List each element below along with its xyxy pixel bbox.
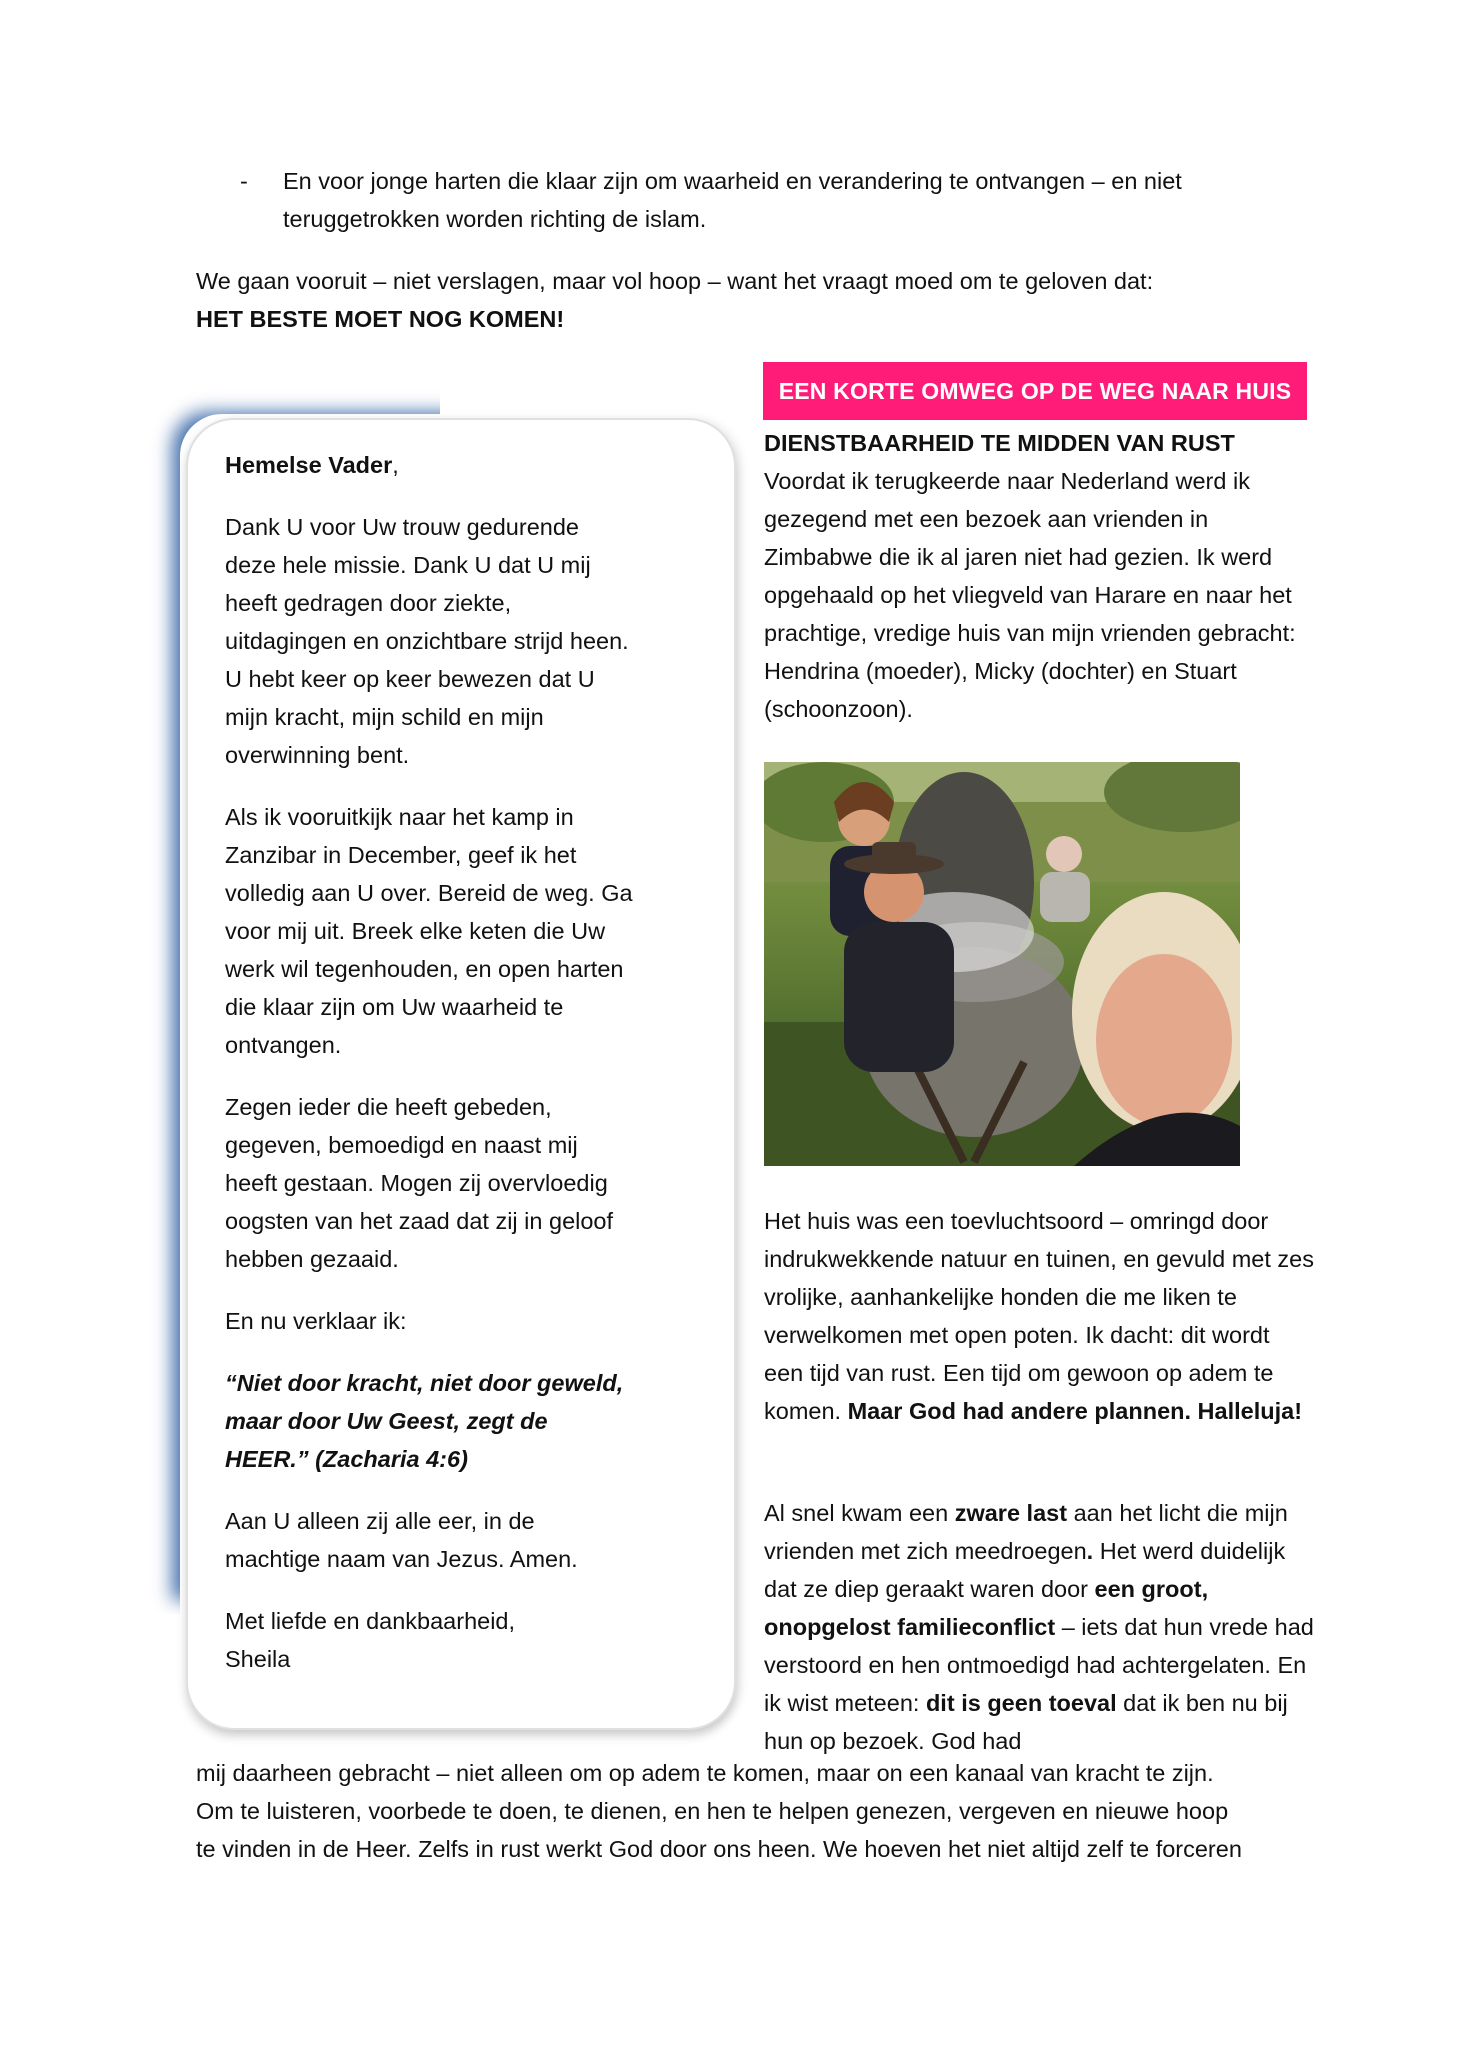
bullet-line-2: teruggetrokken worden richting de islam. — [283, 206, 707, 232]
section-subtitle: DIENSTBAARHEID TE MIDDEN VAN RUST — [764, 430, 1235, 456]
bottom-line-3: te vinden in de Heer. Zelfs in rust werkt God door ons heen. We hoeven het niet altijd zelf te forceren — [196, 1836, 1242, 1862]
photo-illustration — [764, 762, 1240, 1166]
intro-paragraph — [196, 262, 1316, 338]
bottom-line-2: Om te luisteren, voorbede te doen, te dienen, en hen te helpen genezen, vergeven en nieuwe hoop — [196, 1798, 1229, 1824]
prayer-greeting: Hemelse Vader, — [225, 452, 399, 478]
bullet-dash: - — [240, 168, 248, 194]
signature: Sheila — [225, 1646, 291, 1672]
paragraph-2-emphasis: Maar God had andere plannen. Halleluja! — [847, 1398, 1303, 1424]
bottom-line-1: mij daarheen gebracht – niet alleen om op adem te komen, maar on een kanaal van kracht te zijn. — [196, 1760, 1214, 1786]
section-paragraph-2 — [764, 1202, 1314, 1430]
paragraph-2-text: Het huis was een toevluchtsoord – omringd door indrukwekkende natuur en tuinen, en gevuld met zes vrolijke, aanhankelijke honden die me liken te verwelkomen met open poten. Ik dacht: dit wordt een tijd van rust. Een tijd om gewoon op adem te komen. — [764, 1208, 1314, 1424]
prayer-paragraph-3: Zegen ieder die heeft gebeden, gegeven, bemoedigd en naast mij heeft gestaan. Mogen zij overvloedig oogsten van het zaad dat zij in geloof hebben gezaaid. — [225, 1094, 614, 1272]
closing-line: Met liefde en dankbaarheid, — [225, 1608, 516, 1634]
prayer-paragraph-1: Dank U voor Uw trouw gedurende deze hele missie. Dank U dat U mij heeft gedragen door ziekte, uitdagingen en onzichtbare strijd heen. U hebt keer op keer bewezen dat U mijn kracht, mijn schild en mijn overwinning bent. — [225, 514, 629, 768]
section-paragraph-3: Al snel kwam een zware last aan het licht die mijn vrienden met zich meedroegen. Het werd duidelijk dat ze diep geraakt waren door een groot, onopgelost familieconflict – iets dat hun vrede had verstoord en hen ontmoedigd had achtergelaten. En ik wist meteen: dit is geen toeval dat ik ben nu bij hun op bezoek. God had — [764, 1500, 1314, 1754]
bullet-text — [283, 162, 1313, 238]
prayer-paragraph-2: Als ik vooruitkijk naar het kamp in Zanzibar in December, geef ik het volledig aan U over. Bereid de weg. Ga voor mij uit. Breek elke keten die Uw werk wil tegenhouden, en open harten die klaar zijn om Uw waarheid te ontvangen. — [225, 804, 633, 1058]
prayer-content — [225, 446, 635, 1702]
prayer-quote: “Niet door kracht, niet door geweld, maar door Uw Geest, zegt de HEER.” (Zacharia 4:6) — [225, 1370, 624, 1472]
section-paragraph-1: Voordat ik terugkeerde naar Nederland werd ik gezegend met een bezoek aan vrienden in Zimbabwe die ik al jaren niet had gezien. Ik werd opgehaald op het vliegveld van Harare en naar het prachtige, vredige huis van mijn vrienden gebracht: Hendrina (moeder), Micky (dochter) en Stuart (schoonzoon). — [764, 468, 1296, 722]
prayer-paragraph-4: En nu verklaar ik: — [225, 1308, 407, 1334]
section-banner: EEN KORTE OMWEG OP DE WEG NAAR HUIS — [763, 362, 1307, 420]
intro-headline: HET BESTE MOET NOG KOMEN! — [196, 306, 565, 332]
bullet-line-1: En voor jonge harten die klaar zijn om waarheid en verandering te ontvangen – en niet — [283, 168, 1182, 194]
prayer-paragraph-5: Aan U alleen zij alle eer, in de machtige naam van Jezus. Amen. — [225, 1508, 578, 1572]
bottom-paragraph — [196, 1754, 1316, 1868]
photo-friends-barbecue — [764, 762, 1240, 1166]
intro-line: We gaan vooruit – niet verslagen, maar vol hoop – want het vraagt moed om te geloven dat: — [196, 268, 1154, 294]
prayer-closing — [225, 1602, 635, 1678]
